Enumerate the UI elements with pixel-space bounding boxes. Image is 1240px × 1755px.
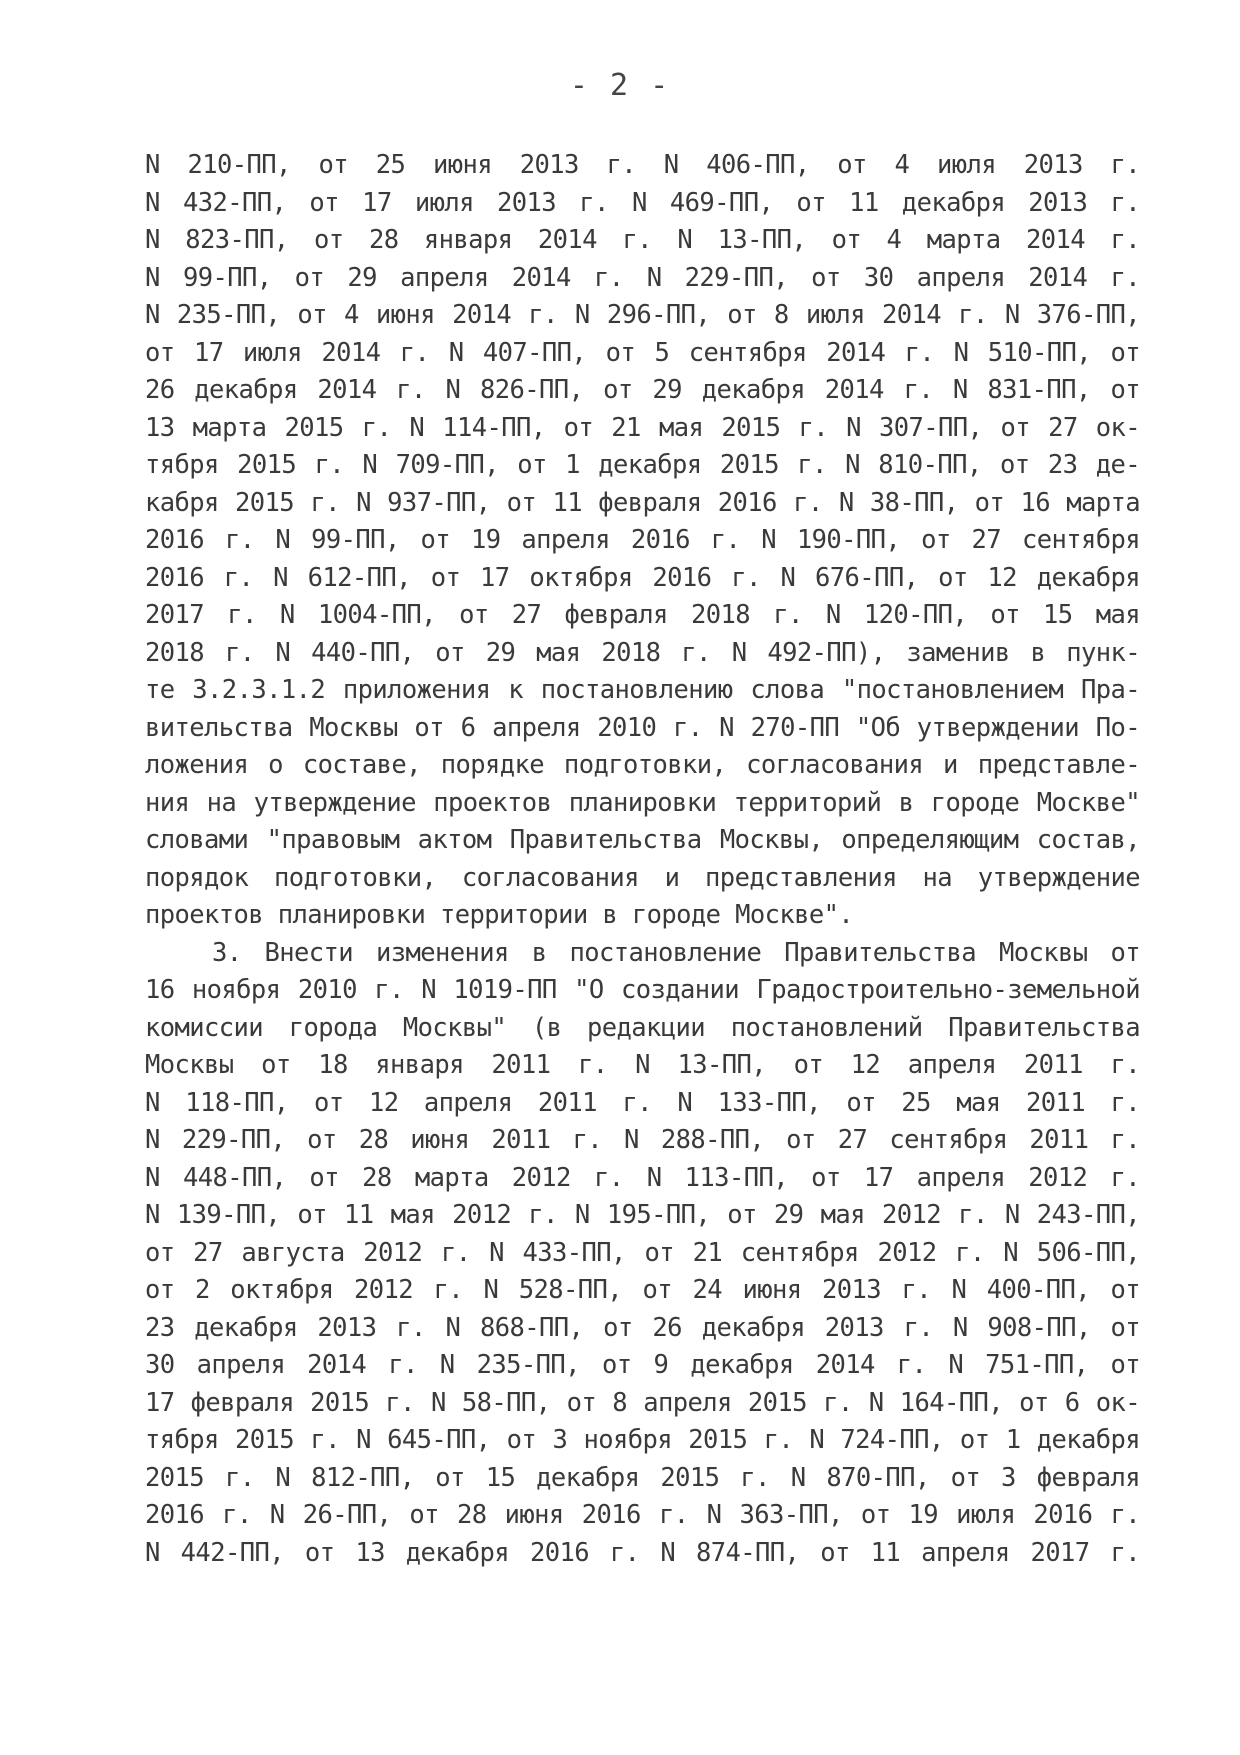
text-line: порядок подготовки, согласования и представления на утверждение <box>145 862 1140 893</box>
text-line: N 448-ПП, от 28 марта 2012 г. N 113-ПП, от 17 апреля 2012 г. <box>145 1162 1140 1193</box>
text-line: тября 2015 г. N 709-ПП, от 1 декабря 2015 г. N 810-ПП, от 23 де- <box>145 450 1140 480</box>
text-line: N 229-ПП, от 28 июня 2011 г. N 288-ПП, от 27 сентября 2011 г. <box>145 1125 1140 1155</box>
text-line: Москвы от 18 января 2011 г. N 13-ПП, от 12 апреля 2011 г. <box>145 1050 1140 1080</box>
text-line: N 432-ПП, от 17 июля 2013 г. N 469-ПП, от 11 декабря 2013 г. <box>145 187 1140 218</box>
text-line: N 139-ПП, от 11 мая 2012 г. N 195-ПП, от 29 мая 2012 г. N 243-ПП, <box>145 1200 1140 1230</box>
text-line: N 442-ПП, от 13 декабря 2016 г. N 874-ПП, от 11 апреля 2017 г. <box>145 1537 1140 1568</box>
text-line: 2015 г. N 812-ПП, от 15 декабря 2015 г. N 870-ПП, от 3 февраля <box>145 1462 1140 1493</box>
text-line: 26 декабря 2014 г. N 826-ПП, от 29 декабря 2014 г. N 831-ПП, от <box>145 375 1140 405</box>
text-line: N 235-ПП, от 4 июня 2014 г. N 296-ПП, от 8 июля 2014 г. N 376-ПП, <box>145 300 1140 330</box>
page-number: - 2 - <box>569 68 671 103</box>
text-line: тября 2015 г. N 645-ПП, от 3 ноября 2015 г. N 724-ПП, от 1 декабря <box>145 1425 1140 1455</box>
text-line: вительства Москвы от 6 апреля 2010 г. N 270-ПП "Об утверждении По- <box>145 712 1140 743</box>
text-line: от 17 июля 2014 г. N 407-ПП, от 5 сентября 2014 г. N 510-ПП, от <box>145 337 1140 368</box>
text-line: комиссии города Москвы" (в редакции постановлений Правительства <box>145 1012 1140 1043</box>
text-line: от 27 августа 2012 г. N 433-ПП, от 21 сентября 2012 г. N 506-ПП, <box>145 1237 1140 1268</box>
text-line: те 3.2.3.1.2 приложения к постановлению слова "постановлением Пра- <box>145 675 1140 705</box>
text-line: словами "правовым актом Правительства Москвы, определяющим состав, <box>145 825 1140 855</box>
text-line: N 210-ПП, от 25 июня 2013 г. N 406-ПП, от 4 июля 2013 г. <box>145 150 1140 180</box>
text-line: N 118-ПП, от 12 апреля 2011 г. N 133-ПП, от 25 мая 2011 г. <box>145 1087 1140 1118</box>
text-line: от 2 октября 2012 г. N 528-ПП, от 24 июня 2013 г. N 400-ПП, от <box>145 1275 1140 1305</box>
text-line: 13 марта 2015 г. N 114-ПП, от 21 мая 2015 г. N 307-ПП, от 27 ок- <box>145 412 1140 443</box>
text-line: 3. Внести изменения в постановление Правительства Москвы от <box>212 937 1140 968</box>
document-body <box>145 147 1140 1572</box>
text-line: 2016 г. N 612-ПП, от 17 октября 2016 г. N 676-ПП, от 12 декабря <box>145 562 1140 593</box>
text-line: ложения о составе, порядке подготовки, согласования и представле- <box>145 750 1140 780</box>
text-line: 17 февраля 2015 г. N 58-ПП, от 8 апреля 2015 г. N 164-ПП, от 6 ок- <box>145 1387 1140 1418</box>
text-line: ния на утверждение проектов планировки территорий в городе Москве" <box>145 787 1140 818</box>
text-line: 16 ноября 2010 г. N 1019-ПП "О создании Градостроительно-земельной <box>145 975 1140 1005</box>
text-line: 2017 г. N 1004-ПП, от 27 февраля 2018 г. N 120-ПП, от 15 мая <box>145 600 1140 630</box>
text-line: 2018 г. N 440-ПП, от 29 мая 2018 г. N 492-ПП), заменив в пунк- <box>145 637 1140 668</box>
text-line: проектов планировки территории в городе Москве". <box>145 900 854 930</box>
text-line: 2016 г. N 99-ПП, от 19 апреля 2016 г. N 190-ПП, от 27 сентября <box>145 525 1140 555</box>
text-line: N 99-ПП, от 29 апреля 2014 г. N 229-ПП, от 30 апреля 2014 г. <box>145 262 1140 293</box>
text-line: 30 апреля 2014 г. N 235-ПП, от 9 декабря 2014 г. N 751-ПП, от <box>145 1350 1140 1380</box>
text-line: 2016 г. N 26-ПП, от 28 июня 2016 г. N 363-ПП, от 19 июля 2016 г. <box>145 1500 1140 1530</box>
text-line: N 823-ПП, от 28 января 2014 г. N 13-ПП, от 4 марта 2014 г. <box>145 225 1140 255</box>
text-line: 23 декабря 2013 г. N 868-ПП, от 26 декабря 2013 г. N 908-ПП, от <box>145 1312 1140 1343</box>
text-line: кабря 2015 г. N 937-ПП, от 11 февраля 2016 г. N 38-ПП, от 16 марта <box>145 487 1140 518</box>
